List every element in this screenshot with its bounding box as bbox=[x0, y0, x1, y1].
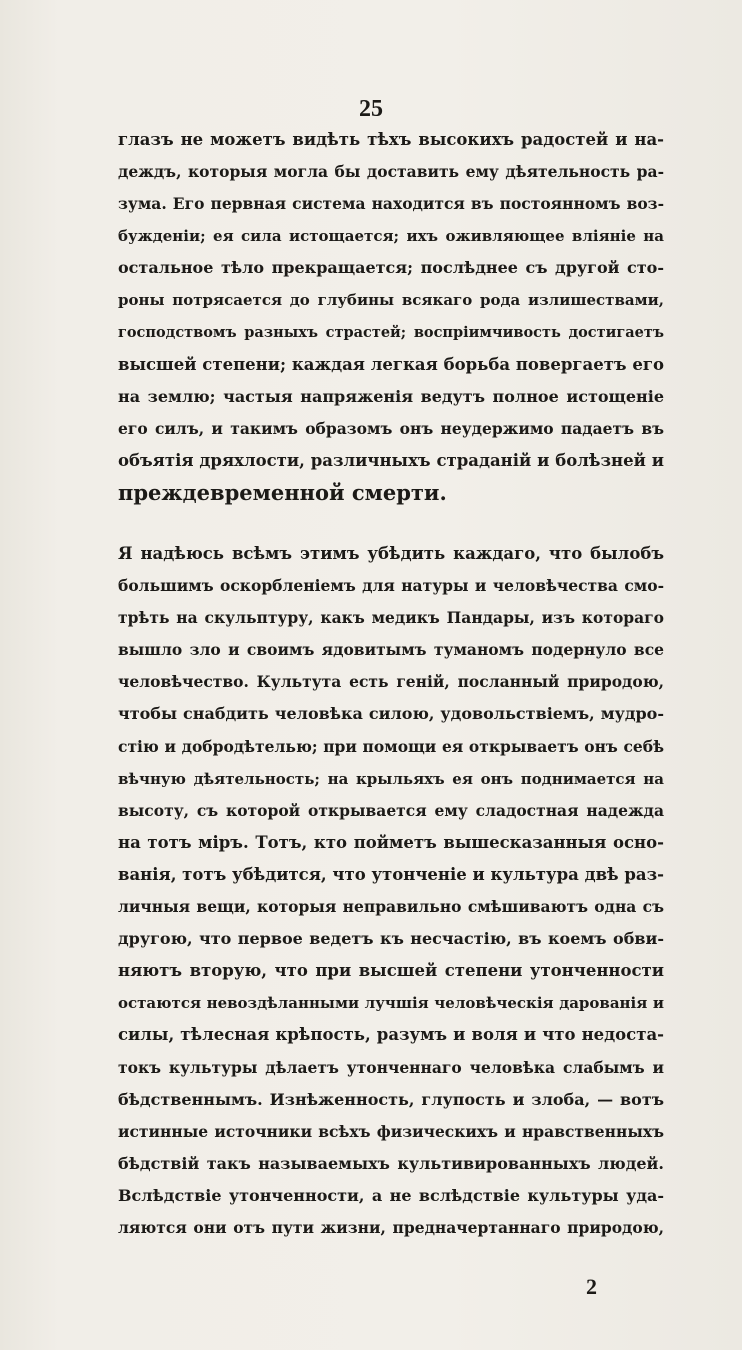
text-line: ванія, тотъ убѣдится, что утонченіе и культура двѣ раз- bbox=[118, 864, 664, 884]
text-line: высоту, съ которой открывается ему сладостная надежда bbox=[118, 800, 664, 820]
text-line: истинные источники всѣхъ физическихъ и нравственныхъ bbox=[118, 1121, 664, 1141]
text-line: вѣчную дѣятельность; на крыльяхъ ея онъ поднимается на bbox=[118, 769, 664, 788]
text-line: силы, тѣлесная крѣпость, разумъ и воля и что недоста- bbox=[118, 1025, 664, 1045]
text-line: остальное тѣло прекращается; послѣднее съ другой сто- bbox=[118, 258, 664, 278]
text-line: высшей степени; каждая легкая борьба повергаетъ его bbox=[118, 354, 664, 374]
text-line: роны потрясается до глубины всякаго рода излишествами, bbox=[118, 291, 664, 310]
text-line: токъ культуры дѣлаетъ утонченнаго человѣка слабымъ и bbox=[118, 1057, 664, 1077]
signature-mark: 2 bbox=[586, 1274, 597, 1299]
text-line: глазъ не можетъ видѣть тѣхъ высокихъ радостей и на- bbox=[118, 130, 664, 149]
text-line: человѣчество. Культута есть геній, посланный природою, bbox=[118, 672, 664, 692]
text-line: Я надѣюсь всѣмъ этимъ убѣдить каждаго, что былобъ bbox=[118, 544, 664, 563]
text-line: большимъ оскорбленіемъ для натуры и человѣчества смо- bbox=[118, 576, 664, 596]
text-line: другою, что первое ведетъ къ несчастію, въ коемъ обви- bbox=[118, 929, 664, 949]
text-line: няютъ вторую, что при высшей степени утонченности bbox=[118, 961, 664, 981]
text-line: на землю; частыя напряженія ведутъ полное истощеніе bbox=[118, 386, 664, 406]
page-number: 25 bbox=[359, 96, 383, 122]
text-line: стію и добродѣтелью; при помощи ея открываетъ онъ себѣ bbox=[118, 736, 664, 756]
text-line: бѣдственнымъ. Изнѣженность, глупость и злоба, — вотъ bbox=[118, 1089, 664, 1109]
text-line: на тотъ міръ. Тотъ, кто пойметъ вышесказанныя осно- bbox=[118, 832, 664, 852]
paragraph-1 bbox=[118, 124, 664, 509]
text-line: бужденіи; ея сила истощается; ихъ оживляющее вліяніе на bbox=[118, 227, 664, 246]
text-line: объятія дряхлости, различныхъ страданій и болѣзней и bbox=[118, 450, 664, 470]
text-line: Вслѣдствіе утонченности, а не вслѣдствіе культуры уда- bbox=[118, 1185, 664, 1205]
text-line: вышло зло и своимъ ядовитымъ туманомъ подернуло все bbox=[118, 640, 664, 660]
text-line: ляются они отъ пути жизни, предначертаннаго природою, bbox=[118, 1217, 664, 1237]
text-line: зума. Его первная система находится въ постоянномъ воз- bbox=[118, 194, 664, 214]
text-line: господствомъ разныхъ страстей; воспріимчивость достигаетъ bbox=[118, 323, 664, 341]
text-line: деждъ, которыя могла бы доставить ему дѣятельность ра- bbox=[118, 162, 664, 182]
text-line: трѣть на скульптуру, какъ медикъ Пандары, изъ котораго bbox=[118, 608, 664, 628]
text-line: его силъ, и такимъ образомъ онъ неудержимо падаетъ въ bbox=[118, 418, 664, 438]
text-line: преждевременной смерти. bbox=[118, 480, 447, 506]
text-line: чтобы снабдить человѣка силою, удовольствіемъ, мудро- bbox=[118, 704, 664, 724]
text-line: личныя вещи, которыя неправильно смѣшиваютъ одна съ bbox=[118, 897, 664, 917]
text-line: остаются невоздѣланными лучшія человѣческія дарованія и bbox=[118, 994, 664, 1013]
text-line: бѣдствій такъ называемыхъ культивированныхъ людей. bbox=[118, 1153, 664, 1173]
paragraph-2 bbox=[118, 538, 664, 1244]
